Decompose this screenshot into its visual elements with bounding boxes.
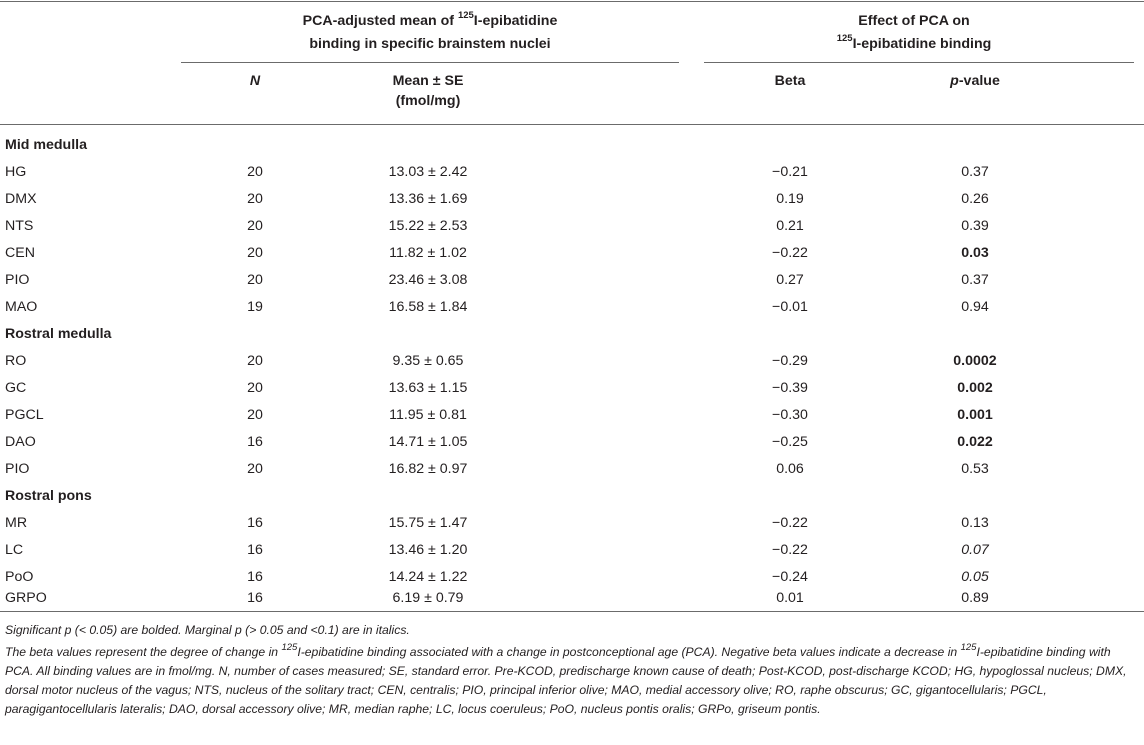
column-header-n: N: [249, 73, 261, 89]
n-cell: 20: [247, 191, 263, 207]
nucleus-cell: HG: [5, 164, 27, 180]
nucleus-cell: RO: [5, 353, 27, 369]
table-bottom-rule: [0, 611, 1144, 612]
n-cell: 20: [247, 380, 263, 396]
n-cell: 20: [247, 461, 263, 477]
p-cell-significant: 0.03: [961, 245, 989, 261]
p-cell: 0.53: [961, 461, 989, 477]
header-bottom-rule: [0, 124, 1144, 125]
p-cell: 0.37: [961, 164, 989, 180]
beta-cell: −0.39: [772, 380, 808, 396]
column-header-beta: Beta: [774, 73, 806, 89]
n-cell: 20: [247, 164, 263, 180]
mean-cell: 15.22 ± 2.53: [388, 218, 468, 234]
p-cell: 0.89: [961, 590, 989, 606]
beta-cell: 0.21: [776, 218, 804, 234]
nucleus-cell: NTS: [5, 218, 34, 234]
mean-cell: 14.24 ± 1.22: [388, 569, 468, 585]
mean-cell: 16.82 ± 0.97: [388, 461, 468, 477]
p-cell-significant: 0.0002: [953, 353, 997, 369]
mean-cell: 6.19 ± 0.79: [392, 590, 464, 606]
p-cell-marginal: 0.05: [961, 569, 989, 585]
p-cell-significant: 0.022: [957, 434, 993, 450]
n-cell: 20: [247, 353, 263, 369]
mean-cell: 11.82 ± 1.02: [389, 245, 467, 261]
beta-cell: −0.22: [772, 515, 808, 531]
mean-cell: 16.58 ± 1.84: [388, 299, 468, 315]
n-cell: 20: [247, 272, 263, 288]
n-cell: 20: [247, 245, 263, 261]
nucleus-cell: PGCL: [5, 407, 44, 423]
table-footnotes: [5, 621, 1139, 719]
p-cell-significant: 0.001: [957, 407, 993, 423]
nucleus-cell: PIO: [5, 461, 30, 477]
n-cell: 20: [247, 218, 263, 234]
beta-cell: 0.27: [776, 272, 804, 288]
n-cell: 16: [247, 542, 263, 558]
nucleus-cell: LC: [5, 542, 24, 558]
mean-cell: 23.46 ± 3.08: [388, 272, 468, 288]
footnote-significance: Significant p (< 0.05) are bolded. Marginal p (> 0.05 and <0.1) are in italics.: [5, 623, 410, 637]
mean-cell: 15.75 ± 1.47: [388, 515, 468, 531]
beta-cell: −0.01: [772, 299, 808, 315]
column-header-mean-se: Mean ± SE (fmol/mg): [392, 73, 464, 109]
beta-cell: −0.30: [772, 407, 808, 423]
mean-cell: 11.95 ± 0.81: [389, 407, 467, 423]
beta-cell: −0.24: [772, 569, 808, 585]
beta-cell: −0.21: [772, 164, 808, 180]
group-header-pca-adjusted-mean: PCA-adjusted mean of $^{125}$I-epibatidine binding in specific brainstem nuclei: [302, 10, 558, 52]
nucleus-cell: PIO: [5, 272, 30, 288]
section-title: Rostral medulla: [5, 326, 112, 342]
beta-cell: 0.01: [776, 590, 804, 606]
beta-cell: −0.29: [772, 353, 808, 369]
n-cell: 16: [247, 569, 263, 585]
n-cell: 20: [247, 407, 263, 423]
nucleus-cell: GRPO: [5, 590, 47, 606]
p-cell: 0.37: [961, 272, 989, 288]
n-cell: 16: [247, 515, 263, 531]
section-title: Rostral pons: [5, 488, 92, 504]
beta-cell: −0.22: [772, 542, 808, 558]
p-cell-marginal: 0.07: [961, 542, 989, 558]
mean-cell: 13.36 ± 1.69: [388, 191, 468, 207]
group1-spanner-rule: [181, 62, 679, 63]
p-cell: 0.39: [961, 218, 989, 234]
section-title: Mid medulla: [5, 137, 87, 153]
nucleus-cell: DMX: [5, 191, 37, 207]
column-header-p-value: p-value: [950, 73, 1000, 89]
footnote-abbreviations: The beta values represent the degree of change in $^{125}$I-epibatidine binding associated with a change in postconceptional age (PCA). Negative beta values indicate a decrease in $^{125}$I-epibatidine binding with PCA. All binding values are in fmol/mg. N, number of cases measured; SE, standard error. Pre-KCOD, predischarge known cause of death; Post-KCOD, post-discharge KCOD; HG, hypoglossal nucleus; DMX, dorsal motor nucleus of the vagus; NTS, nucleus of the solitary tract; CEN, centralis; PIO, principal inferior olive; MAO, medial accessory olive; RO, raphe obscurus; GC, gigantocellularis; PGCL, paragigantocellularis lateralis; DAO, dorsal accessory olive; MR, median raphe; LC, locus coeruleus; PoO, nucleus pontis oralis; GRPo, griseum pontis.: [5, 641, 1127, 716]
nucleus-cell: PoO: [5, 569, 34, 585]
mean-cell: 14.71 ± 1.05: [388, 434, 468, 450]
n-cell: 16: [247, 590, 263, 606]
beta-cell: −0.22: [772, 245, 808, 261]
table-top-rule: [0, 1, 1144, 2]
beta-cell: 0.19: [776, 191, 804, 207]
nucleus-cell: MAO: [5, 299, 38, 315]
mean-cell: 13.63 ± 1.15: [388, 380, 468, 396]
group-header-effect-of-pca: Effect of PCA on $^{125}$I-epibatidine binding: [836, 13, 992, 52]
nucleus-cell: CEN: [5, 245, 35, 261]
group2-spanner-rule: [704, 62, 1134, 63]
mean-cell: 13.03 ± 2.42: [388, 164, 468, 180]
nucleus-cell: MR: [5, 515, 28, 531]
p-cell-significant: 0.002: [957, 380, 993, 396]
beta-cell: 0.06: [776, 461, 804, 477]
nucleus-cell: GC: [5, 380, 27, 396]
mean-cell: 9.35 ± 0.65: [392, 353, 464, 369]
n-cell: 19: [247, 299, 263, 315]
p-cell: 0.94: [961, 299, 989, 315]
mean-cell: 13.46 ± 1.20: [388, 542, 468, 558]
p-cell: 0.13: [961, 515, 989, 531]
beta-cell: −0.25: [772, 434, 808, 450]
n-cell: 16: [247, 434, 263, 450]
nucleus-cell: DAO: [5, 434, 36, 450]
p-cell: 0.26: [961, 191, 989, 207]
